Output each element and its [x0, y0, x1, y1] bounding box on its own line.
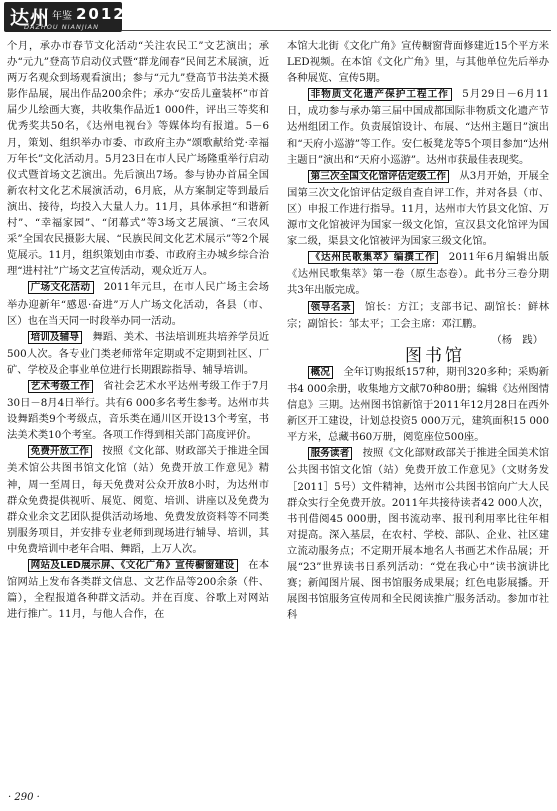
paragraph: [287, 168, 549, 249]
logo-year: 2012: [76, 5, 126, 23]
paragraph-text: 按照《文化部、财政部关于推进全国美术馆公共图书馆文化馆（站）免费开放工作意见》精神，周一至周日，每天免费对公众开放8小时，为达州市群众免费提供视听、展览、阅览、培训、讲座以及免费为群众业余文艺团队提供活动场地、免费发放资料等不同类别服务项目，并安排专业老师到现场进行辅导、培训，其中免费培训中老年合唱、舞蹈，上万人次。: [7, 445, 270, 555]
paragraph-text: 2011年元旦，在市人民广场主会场举办迎新年“感恩·奋进”万人广场文化活动，各县（市、区）也在当天同一时段举办同一活动。: [7, 281, 269, 327]
paragraph: [287, 38, 549, 86]
paragraph-heading: 培训及辅导: [28, 331, 82, 344]
paragraph-heading: 第三次全国文化馆评估定级工作: [308, 170, 449, 183]
paragraph: [287, 249, 549, 298]
paragraph-heading: 艺术考级工作: [28, 380, 93, 393]
paragraph-text: 全年订购报纸157种，期刊320多种；采购新书4 000余册，收集地方文献70种80册；编辑《达州图情信息》三期。达州图书馆新馆于2011年12月28日在西外新区开工建设，计划总投资5 000万元，建筑面积15 000平方米，总藏书60万册，阅览座位500座。: [287, 365, 549, 444]
paragraph: [287, 86, 549, 167]
paragraph-heading: 概况: [308, 366, 333, 379]
paragraph-text: 按照《文化部财政部关于推进全国美术馆公共图书馆文化馆（站）免费开放工作意见》（文财务发［2011］5号）文件精神，达州市公共图书馆向广大人民群众实行全免费开放。2011年共接待读者42 000人次，书刊借阅45 000册，图书流动率、报刊利用率比往年相对提高。深入基层，在农村、学校、部队、企业、社区建立流动服务点；不定期开展本地名人书画艺术作品展；开展“23”世界读书日系列活动：“党在我心中”读书演讲比赛；新闻图片展、图书馆服务成果展；红色电影展播。开展图书馆服务宣传周和全民阅读推广服务活动。参加市社科: [287, 447, 550, 622]
header-rule: [122, 30, 551, 31]
paragraph: [7, 557, 269, 622]
paragraph-text: 个月，承办市春节文化活动“关注农民工”文艺演出；承办“元九”登高节启动仪式暨“群龙闹春”民间艺术展演，近两万名观众到场观看演出；参与“元九”登高节书法美术摄影作品展，展出作品200余件；承办“安岳儿童装杯”市首届少儿绘画大赛，共收集作品近1 000件，评出三等奖和优秀奖共50名，《达州电视台》等媒体均有报道。5－6月，策划、组织举办市委、市政府主办“颂歌献给党·幸福万年长”文化活动月。5月23日在市人民广场隆重举行启动仪式暨首场文艺演出。先后演出7场。参与协办首届全国新农村文化艺术展演活动，6月底，从方案制定等到最后演出、接待，均投入大量人力。11月，具体承担“和谐新村”、“幸福家园”、“闭幕式”等3场文艺展演、“三农风采”全国农民摄影大展、“民族民间文化艺术展示”等2个展览展示。11月，组织策划由市委、市政府主办城乡综合治理“进村社”广场文艺宣传活动，观众近万人。: [7, 40, 269, 278]
paragraph-heading: 网站及LED展示屏、《文化广角》宣传橱窗建设: [28, 559, 238, 572]
yearbook-logo: [4, 2, 126, 32]
paragraph: [287, 445, 549, 623]
paragraph-text: 本馆大北街《文化广角》宣传橱窗背面修建近15个平方米LED视频。在本馆《文化广角》里，与其他单位先后举办各种展览、宣传5期。: [287, 40, 549, 85]
paragraph-heading: 免费开放工作: [28, 445, 92, 458]
paragraph-heading: 领导名录: [308, 301, 355, 314]
paragraph-text: 舞蹈、美术、书法培训班共培养学员近500人次。各专业门类老师常年定期或不定期到社区、厂矿、学校及企事业单位进行长期跟踪指导、辅导培训。: [7, 330, 270, 376]
paragraph-text: 从3月开始，开展全国第三次文化馆评估定级自查自评工作，并对各县（市、区）申报工作进行指导。11月，达州市大竹县文化馆、万源市文化馆被评为国家一级文化馆，宣汉县文化馆评为国家二级，渠县文化馆被评为国家三级文化馆。: [287, 169, 549, 248]
author-signature: （杨 践）: [491, 333, 543, 346]
logo-sub-text: 年鉴: [52, 11, 72, 22]
paragraph-text: 省社会艺术水平达州考级工作于7月30日－8月4日举行。共有6 000多名考生参考。达州市共设舞蹈类9个考级点，音乐类在通川区开设13个考室，书法美术类10个考室。各项工作得到相关部门高度评价。: [7, 379, 269, 442]
page-number: · 290 ·: [8, 792, 40, 803]
paragraph-heading: 非物质文化遗产保护工程工作: [308, 88, 452, 101]
paragraph: [7, 38, 269, 279]
logo-main-text: 达州: [10, 7, 51, 29]
paragraph-heading: 《达州民歌集萃》编撰工作: [308, 251, 439, 264]
paragraph: [287, 299, 549, 332]
paragraph-text: 馆长：方江；支部书记、副馆长：鲜林宗；副馆长：邹太平；工会主席：邓江鹏。: [287, 300, 550, 330]
page-header: [0, 0, 557, 36]
logo-pinyin: DAZHOU NIANJIAN: [24, 23, 99, 31]
section-title: 图书馆: [405, 345, 465, 366]
paragraph-text: 5月29日－6月11日，成功参与承办第三届中国成都国际非物质文化遗产节达州组团工作。负责展馆设计、布展、“达州主题日”演出和“天府小巡游”等工作。安仁板凳龙等5个项目参加“达州主题日”演出和“天府小巡游”。达州市获最佳表现奖。: [287, 88, 549, 166]
paragraph-text: 在本馆网站上发布各类群文信息、文艺作品等200余条（件、篇），全程报道各种群文活动。并在百度、谷歌上对网站进行推广。11月，与他人合作，在: [7, 559, 269, 621]
right-column: [287, 38, 549, 623]
paragraph-heading: 广场文化活动: [28, 281, 94, 294]
paragraph-heading: 服务读者: [308, 447, 353, 460]
left-column: [7, 38, 269, 622]
paragraph-text: 2011年6月编辑出版《达州民歌集萃》第一卷（原生态卷）。此书分三卷分期共3年出版完成。: [287, 251, 549, 297]
paragraph: [7, 378, 269, 443]
paragraph: [7, 329, 269, 378]
paragraph: [287, 364, 549, 445]
paragraph: [7, 279, 269, 328]
paragraph: [7, 443, 269, 557]
